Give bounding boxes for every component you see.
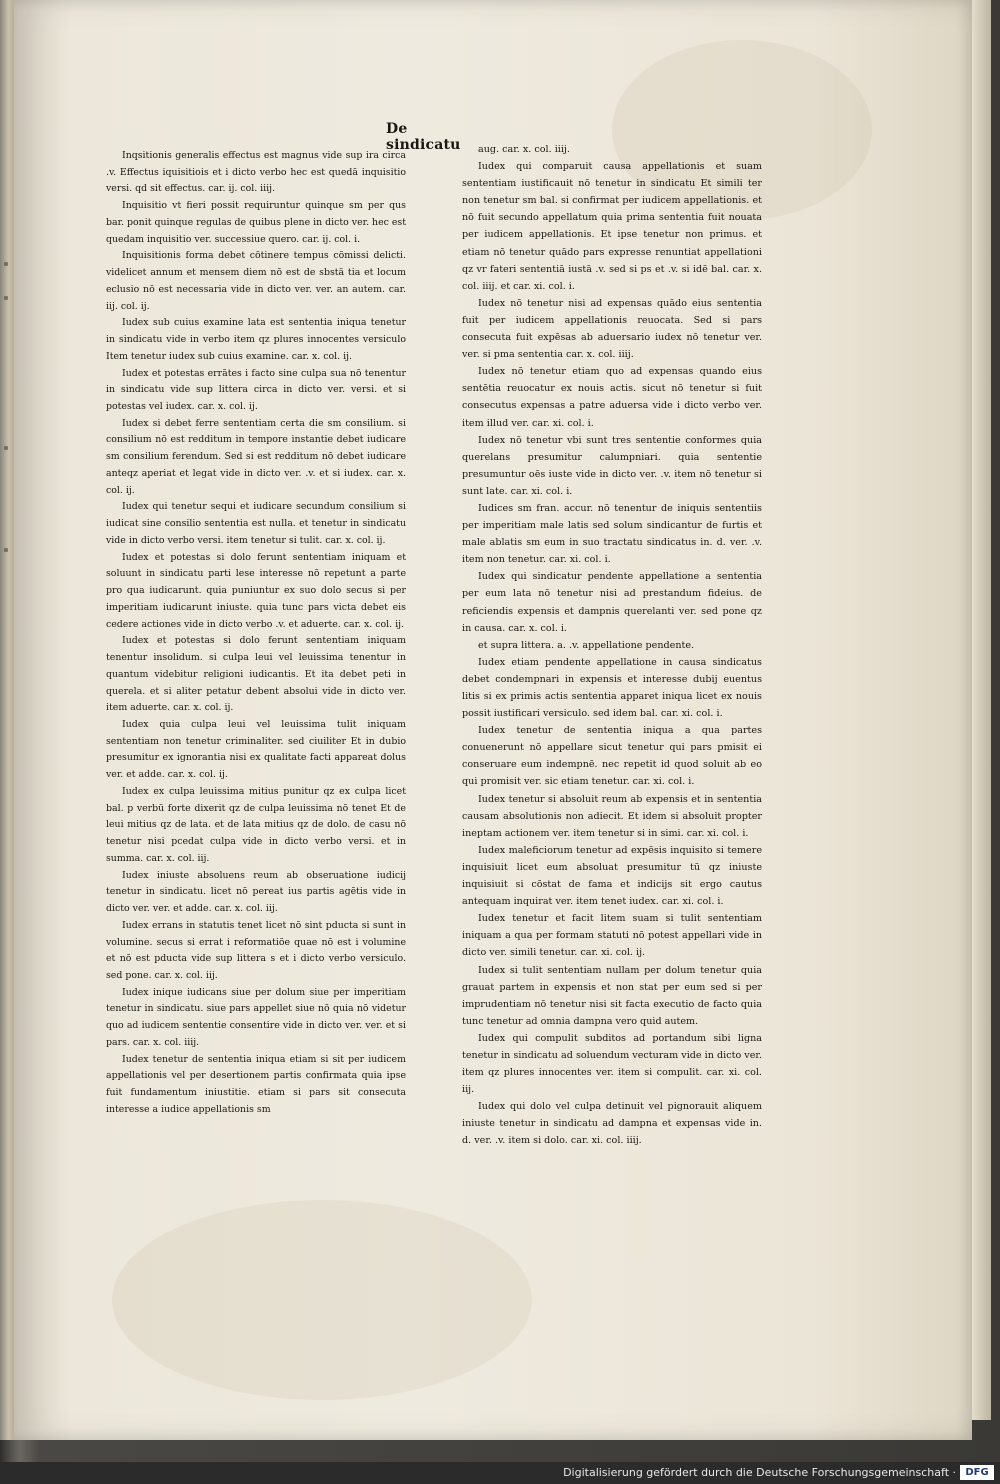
paragraph: Iudex nō tenetur etiam quo ad expensas quando eius sentētia reuocatur ex nouis actis. sicut nō tenetur si fuit consecutus expensas a patre aduersa vide i dicto verbo ver. item illud ver. car. xi. col. i. [462,366,762,429]
paragraph: Iudex et potestas errātes i facto sine culpa sua nō tenentur in sindicatu vide sup littera circa in dicto ver. versi. et si potestas vel iudex. car. x. col. ij. [106,367,406,413]
paragraph: Iudex si debet ferre sententiam certa die sm consilium. si consilium nō est redditum in tempore instantie debet iudicare sm consilium ferendum. Sed si est redditum nō debet iudicare anteqz aperiat et legat vide in dicto ver. .v. et si iudex. car. x. col. ij. [106,417,406,496]
paragraph: Iudex sub cuius examine lata est sententia iniqua tenetur in sindicatu vide in verbo item qz plures innocentes versiculo Item tenetur iudex sub cuius examine. car. x. col. ij. [106,317,406,362]
paragraph: Iudices sm fran. accur. nō tenentur de iniquis sententiis per imperitiam male latis sed solum sindicantur de furtis et male ablatis sm eum in suo tractatu sindicatus in. d. ver. .v. item non tenetur. car. xi. col. i. [462,502,762,566]
paragraph: Iudex tenetur de sententia iniqua etiam si sit per iudicem appellationis vel per desertionem partis confirmata quia ipse fuit fundamentum iniustitie. etiam si pars sit consecuta interesse a iudice appellationis sm [106,1053,406,1115]
running-head: De sindicatu [386,121,461,153]
margin-mark [4,296,8,300]
paragraph: Iudex et potestas si dolo ferunt sententiam iniquam tenentur insolidum. si culpa leui vel leuissima tenentur in quantum videbitur religioni iudicantis. Et ita debet peti in querela. et si aliter petatur debent absolui vide in dicto ver. item aduerte. car. x. col. ij. [106,635,406,714]
paragraph: Iudex maleficiorum tenetur ad expēsis inquisito si temere inquisiuit licet eum absoluat presumitur tū qz iniuste inquisiuit si cōstat de fama et indicijs sit ergo cautus antequam inquirat ver. item tenet iudex. car. xi. col. i. [462,844,762,908]
paragraph: Inquisitionis forma debet cōtinere tempus cōmissi delicti. videlicet annum et mensem diem nō est de sbstā tia et locum eclusio nō est necessaria vide in dicto ver. ver. an autem. car. iij. col. ij. [106,250,406,312]
margin-mark [4,446,8,450]
paragraph: Iudex qui dolo vel culpa detinuit vel pignorauit aliquem iniuste tenetur in sindicatu ad dampna et expensas vide in. d. ver. .v. item si dolo. car. xi. col. iiij. [462,1101,762,1147]
margin-mark [4,262,8,266]
binding-gutter [0,0,14,1440]
funding-credit: Digitalisierung gefördert durch die Deutsche Forschungsgemeinschaft · [563,1466,956,1479]
margin-mark [4,548,8,552]
paragraph: Iudex et potestas si dolo ferunt sententiam iniquam et soluunt in sindicatu parti lese interesse nō repetunt a parte pro qua iudicarunt. quia puniuntur ex suo dolo secus si per imperitiam iudicarunt iniuste. quia tunc pars victa debet eis cedere actiones vide in dicto verbo .v. et aduerte. car. x. col. ij. [106,551,406,630]
paragraph: Iudex tenetur de sententia iniqua a qua partes conuenerunt nō appellare sicut tenetur qui pars pmisit ei conseruare eum indempnē. nec repetit id quod soluit ab eo qui promisit ver. sic etiam tenetur. car. xi. col. i. [462,725,762,788]
paragraph: Iudex tenetur et facit litem suam si tulit sententiam iniquam a qua per formam statuti nō potest appellari vide in dicto ver. simili tenetur. car. xi. col. ij. [462,913,762,959]
paragraph: et supra littera. a. .v. appellatione pendente. [478,639,695,651]
paragraph: Iudex qui sindicatur pendente appellatione a sententia per eum lata nō tenetur nisi ad prestandum fideius. de reficiendis expensis et dampnis querelanti ver. sed pone qz in causa. car. x. col. i. [462,571,762,634]
paragraph: Iudex inique iudicans siue per dolum siue per imperitiam tenetur in sindicatu. siue pars appellet siue nō quia nō videtur quo ad iudicem sententie consentire vide in dicto ver. ver. et si pars. car. x. col. iiij. [106,986,406,1048]
paper-stain [112,1200,532,1400]
dfg-logo: DFG [960,1465,994,1480]
paragraph: Iudex qui tenetur sequi et iudicare secundum consilium si iudicat sine consilio sententia est nulla. et tenetur in sindicatu vide in dicto verbo versi. item tenetur si tulit. car. x. col. ij. [106,501,406,546]
paragraph: Iudex tenetur si absoluit reum ab expensis et in sententia causam absolutionis non adiecit. Et idem si absoluit propter ineptam actionem ver. item tenetur si in simi. car. xi. col. i. [462,793,762,839]
paragraph: Iudex iniuste absoluens reum ab obseruatione iudicij tenetur in sindicatu. licet nō pereat ius partis agētis vide in dicto ver. ver. et adde. car. x. col. iij. [106,869,406,915]
paragraph: Iudex nō tenetur nisi ad expensas quādo eius sententia fuit per iudicem appellationis reuocata. Sed si pars consecuta fuit expēsas ab aduersario iudex nō tenetur ver. ver. si pma sententia car. x. col. iiij. [462,297,762,361]
paragraph: Iudex ex culpa leuissima mitius punitur qz ex culpa licet bal. p verbū forte dixerit qz de culpa leuissima nō tenet Et de leui mitius qz de lata. et de lata mitius qz de dolo. de casu nō tenetur nisi pcedat culpa vide in dicto verbo versi. et in summa. car. x. col. iij. [106,785,406,864]
paragraph: Iudex si tulit sententiam nullam per dolum tenetur quia grauat partem in expensis et non stat per eum sed si per imprudentiam nō tenetur nisi sit facta executio de facto quia tunc tenetur ad omnia dampna vero quid autem. [462,964,762,1027]
paragraph: aug. car. x. col. iiij. [478,144,570,155]
paragraph: Iudex qui compulit subditos ad portandum sibi ligna tenetur in sindicatu ad soluendum vecturam vide in dicto ver. item qz plures innocentes ver. item si compulit. car. xi. col. iij. [462,1032,762,1096]
paragraph: Iudex etiam pendente appellatione in causa sindicatus debet condempnari in expensis et interesse dubij euentus litis si ex primis actis sententia apparet iniqua licet ex nouis possit iustificari versiculo. sed idem bal. car. xi. col. i. [462,656,762,720]
paragraph: Inquisitio vt fieri possit requiruntur quinque sm per qus bar. ponit quinque regulas de quibus plene in dicto ver. hec est quedam inquisitio ver. successiue quero. car. ij. col. i. [106,200,406,245]
paragraph: Iudex nō tenetur vbi sunt tres sententie conformes quia querelans presumitur calumpniari. quia sententie presumuntur oēs iuste vide in dicto ver. .v. item nō tenetur si sunt late. car. xi. col. i. [462,434,762,497]
paragraph: Iudex qui comparuit causa appellationis et suam sententiam iustificauit nō tenetur in sindicatu Et simili ter non tenetur sm bal. si confirmat per iudicem appellationis. et nō fuit secundo appellatum quia prima sententia fuit nouata per iudicem appellationis. Et ipse tenetur non primus. et etiam nō tenetur quādo pars expresse renuntiat appellationi qz vr fateri sententiā iustā .v. sed si ps et .v. si idē bal. car. x. col. iiij. et car. xi. col. i. [462,161,762,292]
paragraph: Iudex quia culpa leui vel leuissima tulit iniquam sententiam non tenetur criminaliter. sed ciuiliter Et in dubio presumitur ex ignorantia nisi ex qualitate facti appareat dolus ver. et adde. car. x. col. ij. [106,718,406,781]
left-text-column [106,148,406,1119]
paragraph: Iudex errans in statutis tenet licet nō sint pducta si sunt in volumine. secus si errat i reformatiōe quae nō est i volumine et nō est pducta vide sup littera s et i dicto verbo versiculo. sed pone. car. x. col. iij. [106,919,406,981]
paragraph: Inqsitionis generalis effectus est magnus vide sup ira circa .v. Effectus iquisitiois et i dicto verbo hec est quedā inquisitio versi. qd sit effectus. car. ij. col. iiij. [106,150,406,195]
right-text-column [462,141,762,1150]
